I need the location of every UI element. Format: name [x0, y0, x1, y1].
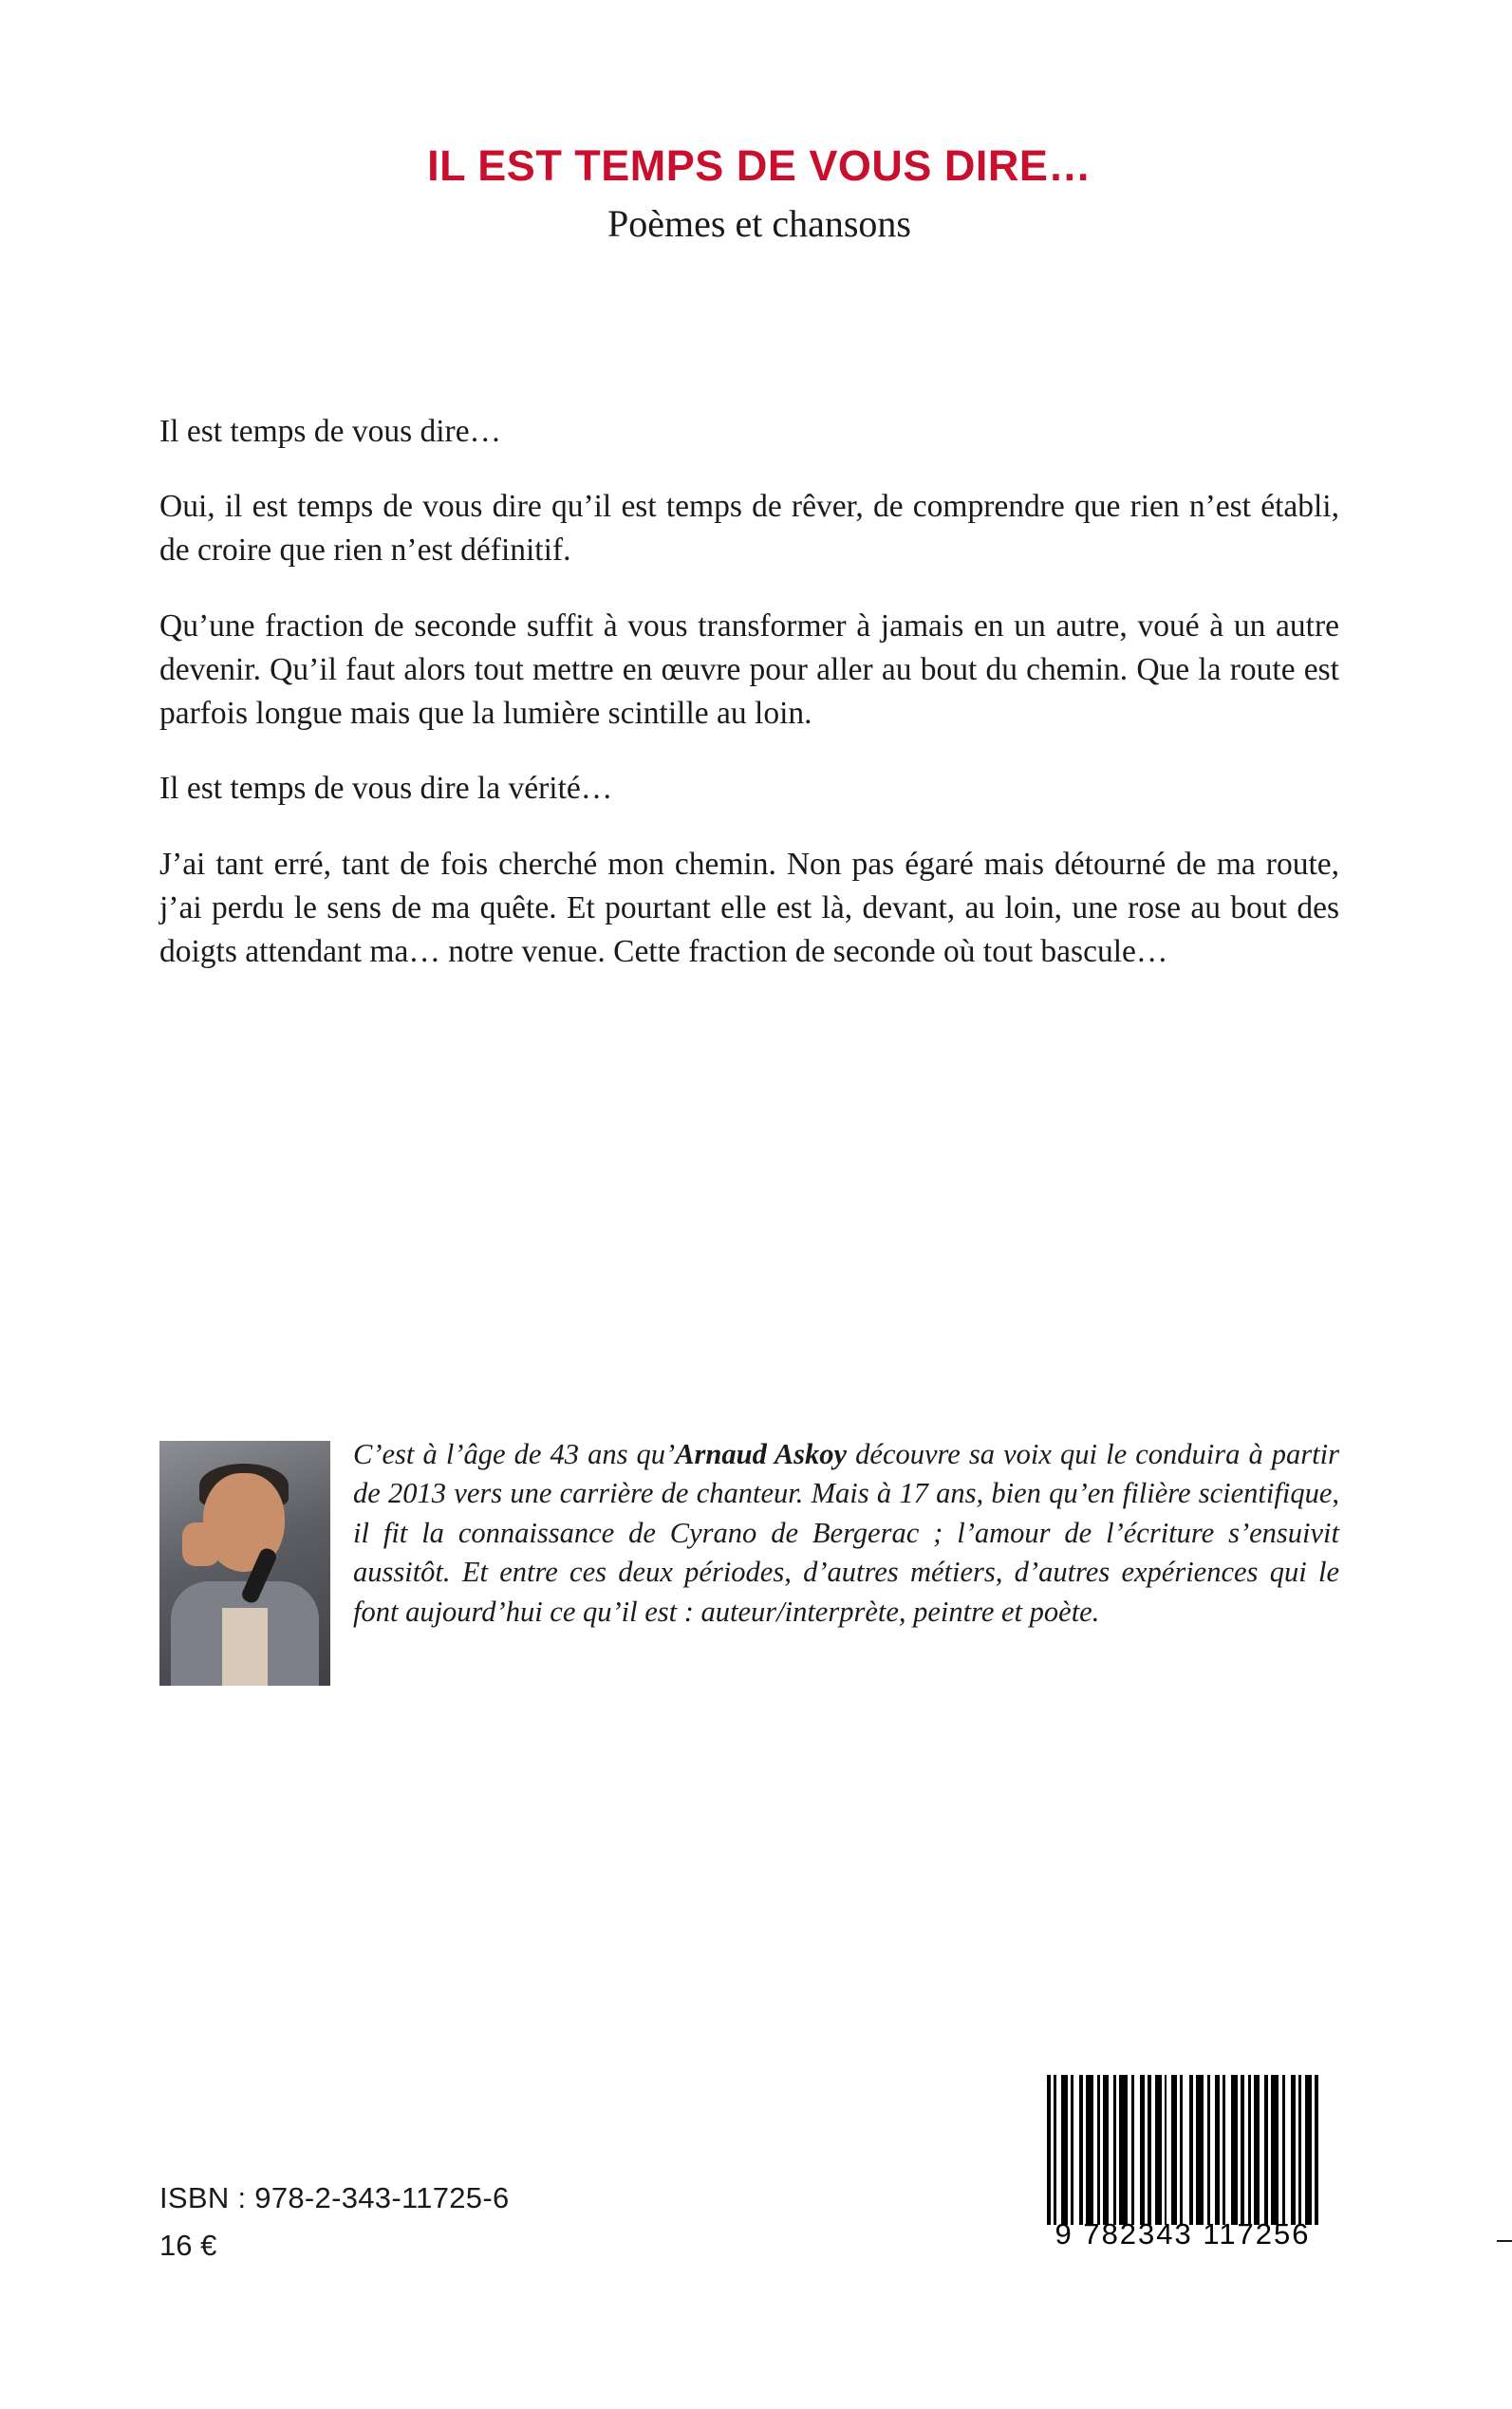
barcode-digits: 9 782343 117256: [1055, 2217, 1311, 2250]
page-subtitle: Poèmes et chansons: [607, 201, 911, 245]
barcode-bars: [1047, 2075, 1318, 2225]
page-title: IL EST TEMPS DE VOUS DIRE…: [427, 141, 1092, 190]
bio-text-before-name: C’est à l’âge de 43 ans qu’: [353, 1438, 676, 1470]
blurb-paragraph: Qu’une fraction de seconde suffit à vous transformer à jamais en un autre, voué à un autre devenir. Qu’il faut alors tout mettre en œuvre pour aller au bout du chemin. Que la route est parfois longue mais que la lumière scintille au loin.: [159, 607, 1339, 732]
trim-mark: [1497, 2240, 1512, 2242]
blurb-paragraph: Il est temps de vous dire la vérité…: [159, 771, 613, 807]
price-label: 16 €: [159, 2229, 217, 2262]
author-name: Arnaud Askoy: [675, 1438, 848, 1470]
author-portrait-photo: [159, 1441, 330, 1686]
bio-text-after-name: découvre sa voix qui le conduira à partir de 2013 vers une carrière de chanteur. Mais à 17 ans, bien qu’en filière scientifique, il fit la connaissance de Cyrano de Bergerac ; l’amour de l’écriture s’ensuivit aussitôt. Et entre ces deux périodes, d’autres métiers, d’autres expériences qui le font aujourd’hui ce qu’il est : auteur/interprète, peintre et poète.: [353, 1438, 1339, 1628]
blurb-paragraph: Oui, il est temps de vous dire qu’il est temps de rêver, de comprendre que rien n’est établi, de croire que rien n’est définitif.: [159, 489, 1339, 569]
title-block: [152, 142, 1367, 245]
blurb-paragraph: J’ai tant erré, tant de fois cherché mon chemin. Non pas égaré mais détourné de ma route, j’ai perdu le sens de ma quête. Et pourtant elle est là, devant, au loin, une rose au bout des doigts attendant ma… notre venue. Cette fraction de seconde où tout bascule…: [159, 846, 1339, 969]
barcode: [1030, 2075, 1335, 2261]
blurb-text: [159, 410, 1339, 1005]
author-bio: [159, 1435, 1339, 1691]
blurb-paragraph: Il est temps de vous dire…: [159, 414, 502, 449]
isbn-label: ISBN : 978-2-343-11725-6: [159, 2181, 510, 2214]
